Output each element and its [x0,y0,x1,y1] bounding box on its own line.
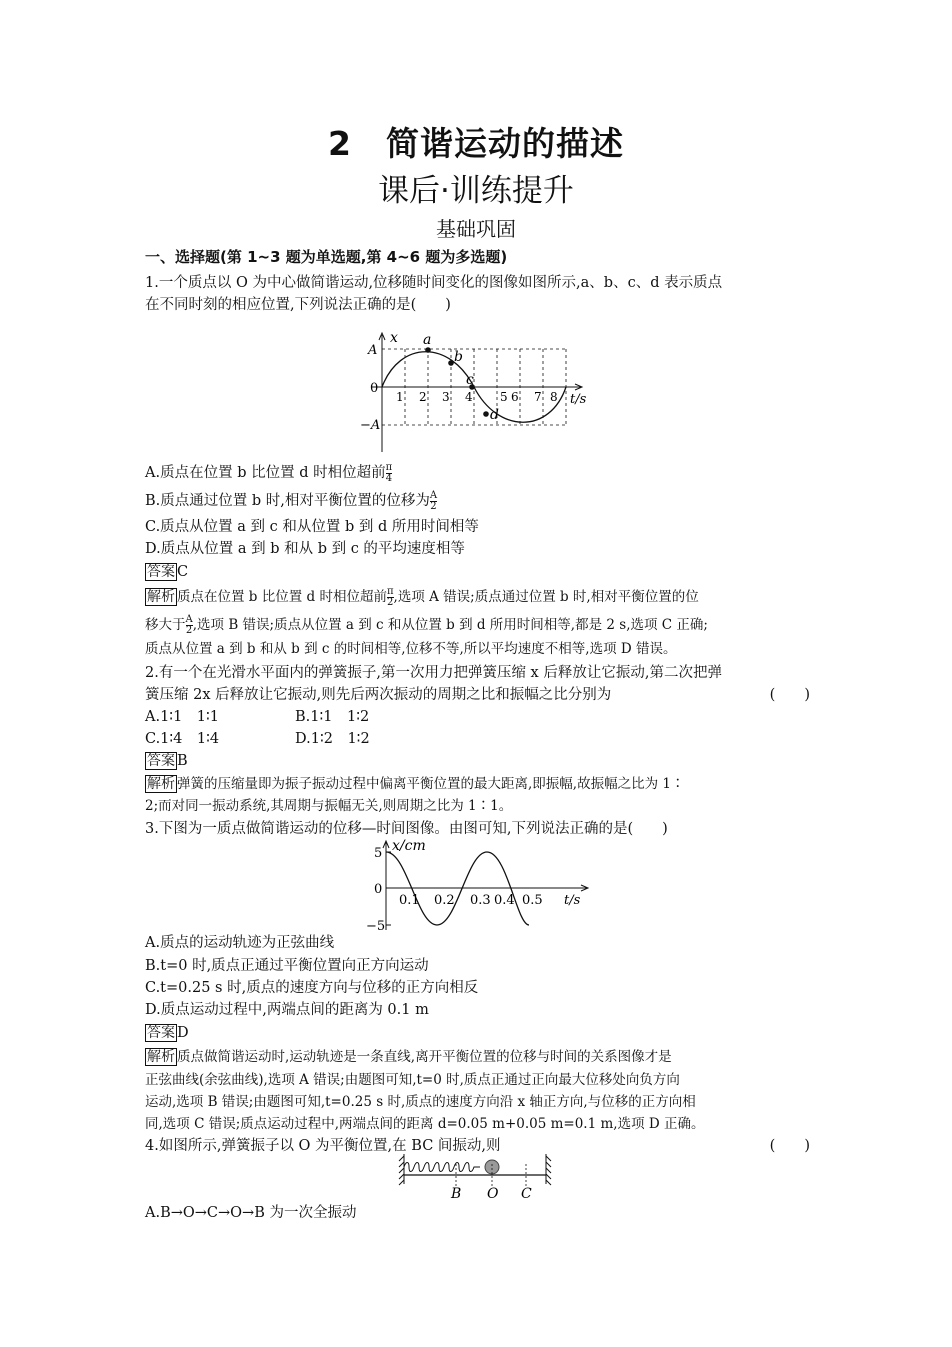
q2-answer [145,750,810,772]
q1-tick-5: 5 [500,390,508,404]
q1-analysis-line3: 质点从位置 a 到 b 和从 b 到 c 的时间相等,位移不等,所以平均速度不相等,选项 D 错误。 [145,641,677,657]
q1-y-bottom-label: −A [360,418,381,433]
q2-stem-line1: 2.有一个在光滑水平面内的弹簧振子,第一次用力把弹簧压缩 x 后释放让它振动,第二次把弹 [145,665,722,681]
q1-option-b-fraction: $\frac{A}{2}$ [429,489,438,512]
q1-analysis-fraction-2: $\frac{A}{2}$ [185,614,193,636]
q1-option-a-text: A.质点在位置 b 比位置 d 时相位超前 [145,465,386,481]
q1-analysis-line1: 解析 质点在位置 b 比位置 d 时相位超前 $\frac{\pi}{2}$ ,选项 A 错误;质点通过位置 b 时,相对平衡位置的位 [147,586,699,608]
q4-right-wall [546,1154,551,1185]
q2-option-b: B.1∶1 1∶2 [295,709,370,725]
q1-axis-y-label: x [390,330,398,346]
q3-y-top-label: 5 [374,846,383,861]
q1-tick-2: 2 [419,390,427,404]
q1-stem-line1: 1.一个质点以 O 为中心做简谐运动,位移随时间变化的图像如图所示,a、b、c、d 表示质点 [145,275,723,291]
q1-option-c: C.质点从位置 a 到 c 和从位置 b 到 d 所用时间相等 [145,519,479,535]
q1-option-a-fraction: $\frac{\pi}{4}$ [385,461,393,484]
q3-figure [362,838,592,934]
q1-analysis-line2: 移大于 $\frac{A}{2}$ ,选项 B 错误;质点从位置 a 到 c 和从位置 b 到 d 所用时间相等,都是 2 s,选项 C 正确; [145,614,708,636]
q4-label-C: C [521,1186,532,1202]
q4-spring [404,1163,480,1172]
q1-point-label-c: c [466,372,474,388]
q2-analysis-line1: 解析 弹簧的压缩量即为振子振动过程中偏离平衡位置的最大距离,即振幅,故振幅之比为 1∶ [147,776,685,792]
q1-axis-x-label: t/s [570,392,587,407]
q3-stem: 3.下图为一质点做简谐运动的位移—时间图像。由图可知,下列说法正确的是( ) [145,821,668,837]
q1-option-a [145,462,810,484]
q3-tick-0.1: 0.1 [399,893,420,908]
q2-stem-line2: 簧压缩 2x 后释放让它振动,则先后两次振动的周期之比和振幅之比分别为 ( ) [145,684,810,706]
q2-option-c: C.1∶4 1∶4 [145,731,220,747]
q3-axes [383,841,588,930]
part-heading: 一、选择题(第 1~3 题为单选题,第 4~6 题为多选题) [145,248,508,266]
q1-option-b-text: B.质点通过位置 b 时,相对平衡位置的位移为 [145,493,430,509]
q1-point-label-d: d [490,407,499,423]
q4-label-B: B [451,1186,462,1202]
q1-answer [145,561,810,583]
q4-left-wall [399,1154,404,1185]
answer-tag: 答案 [147,1025,175,1041]
q4-option-a: A.B→O→C→O→B 为一次全振动 [145,1205,357,1221]
q3-analysis-line3: 运动,选项 B 错误;由题图可知,t=0.25 s 时,质点的速度方向沿 x 轴正方向,与位移的正方向相 [145,1094,696,1110]
q4-figure [396,1150,556,1202]
q2-option-d: D.1∶2 1∶2 [295,731,370,747]
q3-tick-0.3: 0.3 [470,893,491,908]
q3-axis-x-label: t/s [564,893,581,908]
q3-tick-0.5: 0.5 [522,893,543,908]
q1-y-top-label: A [368,343,378,358]
q1-point-d [483,411,489,417]
q2-options-row1 [145,706,810,728]
q1-figure [360,330,590,460]
q1-option-b [145,490,810,512]
answer-tag: 答案 [147,753,175,769]
q3-analysis-line1: 解析 质点做简谐运动时,运动轨迹是一条直线,离开平衡位置的位移与时间的关系图像才是 [147,1049,672,1065]
q3-analysis-line2: 正弦曲线(余弦曲线),选项 A 错误;由题图可知,t=0 时,质点正通过正向最大位移处向负方向 [145,1072,680,1088]
q1-stem-line2: 在不同时刻的相应位置,下列说法正确的是( ) [145,297,451,313]
q4-ball [485,1160,499,1174]
q1-tick-1: 1 [396,390,404,404]
q4-answer-paren: ( ) [769,1138,810,1154]
q1-tick-6: 6 [511,390,519,404]
q1-point-label-a: a [423,332,432,348]
answer-tag: 答案 [147,564,175,580]
q2-answer-paren: ( ) [769,687,810,703]
q2-options-row2 [145,728,810,750]
q1-y-zero-label: 0 [370,381,379,396]
q1-point-a [425,347,431,353]
q1-tick-4: 4 [465,390,473,404]
q3-axis-y-label: x/cm [392,838,426,854]
q1-tick-7: 7 [534,390,542,404]
q1-tick-3: 3 [442,390,450,404]
q3-tick-0.4: 0.4 [494,893,515,908]
q3-option-d: D.质点运动过程中,两端点间的距离为 0.1 m [145,1002,429,1018]
q2-answer-value: B [177,753,188,769]
chapter-title: 2 简谐运动的描述 [328,124,624,163]
q3-y-zero-label: 0 [374,882,383,897]
q2-analysis-line2: 2;而对同一振动系统,其周期与振幅无关,则周期之比为 1∶1。 [145,798,513,814]
q3-answer-value: D [177,1025,189,1041]
q3-option-c: C.t=0.25 s 时,质点的速度方向与位移的正方向相反 [145,980,479,996]
section-heading: 基础巩固 [436,217,516,241]
q3-analysis-line4: 同,选项 C 错误;质点运动过程中,两端点间的距离 d=0.05 m+0.05 m=0.1 m,选项 D 正确。 [145,1116,705,1132]
q4-label-O: O [487,1186,499,1202]
q3-option-b: B.t=0 时,质点正通过平衡位置向正方向运动 [145,958,429,974]
q3-option-a: A.质点的运动轨迹为正弦曲线 [145,935,335,951]
q1-point-b [448,360,454,366]
q1-analysis-fraction-1: $\frac{\pi}{2}$ [386,586,394,608]
analysis-tag: 解析 [147,776,175,792]
q3-answer [145,1022,810,1044]
q3-y-bottom-label: −5 [366,919,386,934]
q1-tick-8: 8 [550,390,558,404]
q2-option-a: A.1∶1 1∶1 [145,709,220,725]
analysis-tag: 解析 [147,589,175,605]
analysis-tag: 解析 [147,1049,175,1065]
q3-tick-0.2: 0.2 [434,893,455,908]
q1-point-label-b: b [454,349,463,365]
page-subtitle: 课后·训练提升 [378,173,574,209]
q1-answer-value: C [177,564,189,580]
q1-option-d: D.质点从位置 a 到 b 和从 b 到 c 的平均速度相等 [145,541,465,557]
q4-stem: 4.如图所示,弹簧振子以 O 为平衡位置,在 BC 间振动,则 ( ) [145,1135,810,1157]
